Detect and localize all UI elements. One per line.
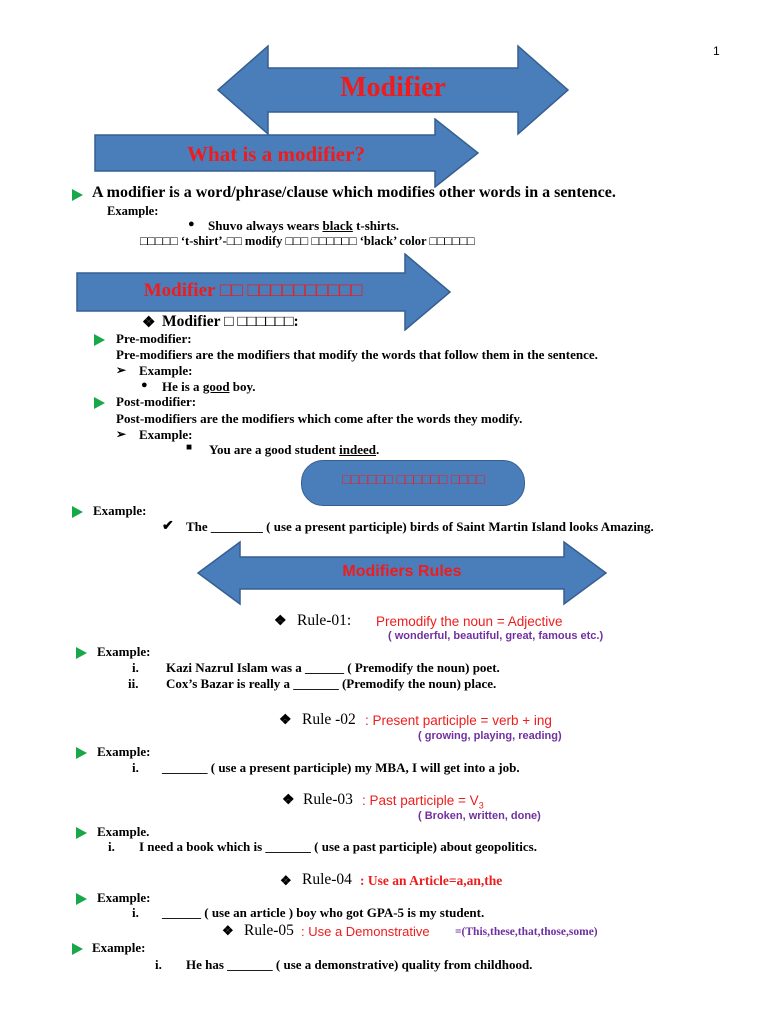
chevron-bullet-icon: ➢: [116, 363, 127, 377]
post-example-sentence: You are a good student indeed.: [209, 442, 380, 457]
rule-02-formula: : Present participle = verb + ing: [365, 713, 552, 728]
types-banner: Modifier □□ □□□□□□□□□□: [143, 280, 363, 301]
post-modifier-label: Post-modifier:: [116, 394, 197, 409]
rule-01-formula: Premodify the noun = Adjective: [376, 614, 563, 629]
checkmark-icon: ✔: [162, 519, 174, 534]
pre-modifier-label: Pre-modifier:: [116, 331, 192, 346]
bullet-arrow-icon: [72, 943, 83, 955]
chevron-bullet-icon: ➢: [116, 427, 127, 441]
post-example-label: Example:: [139, 427, 193, 442]
example-bullet-icon: ●: [188, 218, 195, 230]
rule-04-item-1: ______ ( use an article ) boy who got GPA-5 is my student.: [162, 905, 485, 920]
rule-02-examples: ( growing, playing, reading): [418, 730, 562, 742]
rule-05-item-1: He has _______ ( use a demonstrative) quality from childhood.: [186, 957, 533, 972]
bullet-arrow-icon: [94, 334, 105, 346]
bullet-arrow-icon: [76, 647, 87, 659]
list-number: i.: [132, 660, 139, 675]
rule-01-example-label: Example:: [97, 644, 151, 659]
diamond-bullet-icon: ❖: [274, 614, 287, 629]
list-number: i.: [132, 905, 139, 920]
pre-example-sentence: He is a good boy.: [162, 379, 256, 394]
rule-03-item-1: I need a book which is _______ ( use a past participle) about geopolitics.: [139, 839, 537, 854]
page-number: 1: [713, 44, 720, 58]
rule-01-item-1: Kazi Nazrul Islam was a ______ ( Premodify the noun) poet.: [166, 660, 500, 675]
rule-04-name: Rule-04: [302, 871, 352, 888]
diamond-bullet-icon: ❖: [222, 923, 234, 938]
list-number: i.: [132, 760, 139, 775]
rule-04-example-label: Example:: [97, 890, 151, 905]
rule-04-formula: : Use an Article=a,an,the: [360, 873, 503, 888]
pre-modifier-definition: Pre-modifiers are the modifiers that modify the words that follow them in the sentence.: [116, 347, 598, 362]
rule-03-name: Rule-03: [303, 791, 353, 808]
definition: A modifier is a word/phrase/clause which modifies other words in a sentence.: [92, 184, 616, 201]
bangla-line: □□□□□ ‘t-shirt’-□□ modify □□□ □□□□□□ ‘black’ color □□□□□□: [140, 234, 475, 248]
types-heading: Modifier □ □□□□□□:: [162, 313, 299, 330]
example-bullet-icon: ●: [141, 379, 148, 391]
rule-05-examples: =(This,these,that,those,some): [455, 926, 598, 938]
page-title: Modifier: [340, 72, 446, 103]
list-number: ii.: [128, 676, 139, 691]
rule-05-name: Rule-05: [244, 922, 294, 939]
rule-02-example-label: Example:: [97, 744, 151, 759]
diamond-bullet-icon: ❖: [280, 873, 292, 888]
rule-03-example-label: Example.: [97, 824, 150, 839]
example-label: Example:: [107, 204, 159, 218]
bullet-arrow-icon: [72, 506, 83, 518]
bullet-arrow-icon: [76, 747, 87, 759]
rule-05-example-label: Example:: [92, 940, 146, 955]
oval-text: □□□□□□ □□□□□□ □□□□: [342, 473, 485, 488]
post-modifier-definition: Post-modifiers are the modifiers which come after the words they modify.: [116, 411, 523, 426]
rule-02-item-1: _______ ( use a present participle) my MBA, I will get into a job.: [162, 760, 520, 775]
diamond-bullet-icon: ❖: [282, 793, 295, 808]
rule-03-formula: : Past participle = $V_3$: [362, 793, 484, 811]
bullet-arrow-icon: [72, 189, 83, 201]
bullet-arrow-icon: [76, 827, 87, 839]
bullet-arrow-icon: [94, 397, 105, 409]
rules-banner: Modifiers Rules: [342, 563, 462, 580]
example-sentence: Shuvo always wears black t-shirts.: [208, 218, 400, 233]
rule-01-examples: ( wonderful, beautiful, great, famous etc.): [388, 630, 604, 642]
rule-05-formula: : Use a Demonstrative: [301, 924, 430, 939]
rule-01-item-2: Cox’s Bazar is really a _______ (Premodify the noun) place.: [166, 676, 497, 691]
pre-example-label: Example:: [139, 363, 193, 378]
list-number: i.: [108, 839, 115, 854]
rule-03-examples: ( Broken, written, done): [418, 810, 541, 822]
practice-item: The ________ ( use a present participle) birds of Saint Martin Island looks Amazing.: [186, 519, 654, 534]
rule-01-name: Rule-01:: [297, 612, 352, 629]
square-bullet-icon: ■: [186, 442, 193, 453]
bullet-arrow-icon: [76, 893, 87, 905]
rule-02-name: Rule -02: [302, 711, 356, 728]
practice-label: Example:: [93, 503, 147, 518]
diamond-bullet-icon: ❖: [142, 315, 156, 331]
list-number: i.: [155, 957, 162, 972]
what-is-heading: What is a modifier?: [187, 142, 365, 166]
diamond-bullet-icon: ❖: [279, 713, 292, 728]
